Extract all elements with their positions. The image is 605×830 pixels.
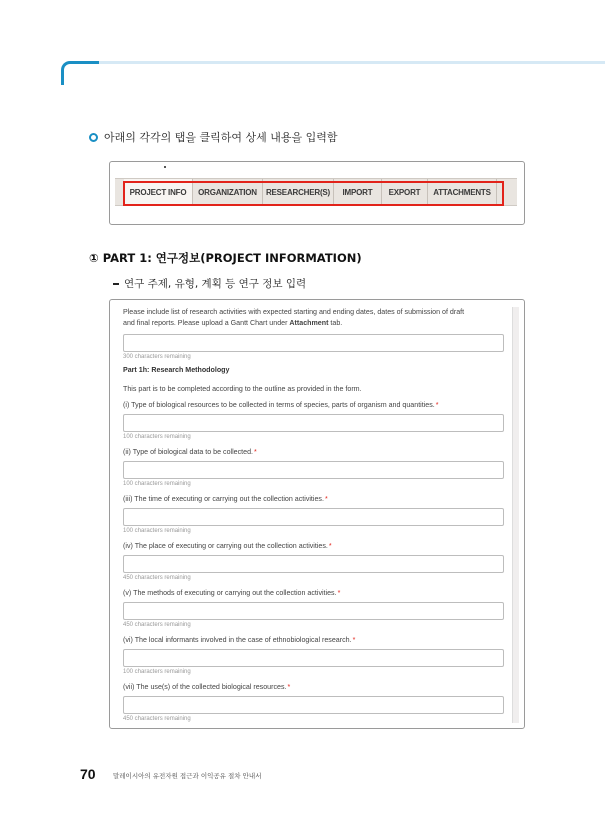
question-label-6 (123, 636, 355, 644)
text-input-2[interactable] (123, 461, 504, 479)
form-scrollbar[interactable] (512, 307, 519, 723)
text-input-5[interactable] (123, 602, 504, 620)
form-intro-line2 (123, 319, 342, 327)
tab-export[interactable]: EXPORT (382, 179, 428, 205)
text-input-7[interactable] (123, 696, 504, 714)
text-input-overview[interactable] (123, 334, 504, 352)
tab-attachments[interactable]: ATTACHMENTS (428, 179, 497, 205)
required-mark: * (352, 636, 356, 644)
question-text: (ii) Type of biological data to be collected. (123, 448, 253, 456)
required-mark: * (337, 589, 341, 597)
tab-screenshot (109, 161, 525, 225)
question-text: (v) The methods of executing or carrying out the collection activities. (123, 589, 337, 597)
intro-bullet (89, 129, 338, 145)
char-remaining: 100 characters remaining (123, 669, 191, 675)
required-mark: * (328, 542, 332, 550)
required-mark: * (435, 401, 439, 409)
page-number: 70 (80, 766, 96, 782)
footer-text: 말레이시아의 유전자원 접근과 이익공유 절차 안내서 (113, 772, 262, 780)
char-remaining: 100 characters remaining (123, 481, 191, 487)
intro-pre: and final reports. Please upload a Gantt Chart under (123, 319, 290, 327)
dot-mark (164, 166, 166, 168)
char-remaining: 450 characters remaining (123, 622, 191, 628)
attachment-ref: Attachment (289, 319, 329, 327)
question-label-3 (123, 495, 328, 503)
question-label-1 (123, 401, 439, 409)
intro-post: tab. (328, 319, 343, 327)
bullet-ring-icon (89, 133, 98, 142)
char-remaining: 100 characters remaining (123, 434, 191, 440)
question-text: (vii) The use(s) of the collected biological resources. (123, 683, 287, 691)
tab-organization[interactable]: ORGANIZATION (193, 179, 263, 205)
section-description: This part is to be completed according to the outline as provided in the form. (123, 385, 362, 393)
required-mark: * (287, 683, 291, 691)
part-title: ① PART 1: 연구정보(PROJECT INFORMATION) (89, 251, 362, 265)
tab-import[interactable]: IMPORT (334, 179, 382, 205)
question-label-5 (123, 589, 340, 597)
required-mark: * (254, 448, 257, 456)
question-label-4 (123, 542, 332, 550)
dash-bullet (113, 283, 119, 285)
char-remaining: 300 characters remaining (123, 354, 191, 360)
question-label-7 (123, 683, 290, 691)
char-remaining: 450 characters remaining (123, 575, 191, 581)
form-intro-line1: Please include list of research activities with expected starting and ending dates, dates of submission of draft (123, 308, 465, 316)
text-input-1[interactable] (123, 414, 504, 432)
required-mark: * (324, 495, 328, 503)
section-heading: Part 1h: Research Methodology (123, 366, 230, 374)
question-text: (i) Type of biological resources to be collected in terms of species, parts of organism and quantities. (123, 401, 435, 409)
text-input-4[interactable] (123, 555, 504, 573)
tab-highlight-box (123, 181, 504, 206)
form-screenshot (109, 299, 525, 729)
intro-text: 아래의 각각의 탭을 클릭하여 상세 내용을 입력함 (104, 131, 338, 144)
char-remaining: 450 characters remaining (123, 716, 191, 722)
tab-researchers[interactable]: RESEARCHER(S) (263, 179, 334, 205)
question-label-2 (123, 448, 257, 456)
char-remaining: 100 characters remaining (123, 528, 191, 534)
question-text: (iii) The time of executing or carrying out the collection activities. (123, 495, 324, 503)
text-input-3[interactable] (123, 508, 504, 526)
part-subtitle: 연구 주제, 유형, 계획 등 연구 정보 입력 (124, 278, 307, 290)
question-text: (iv) The place of executing or carrying out the collection activities. (123, 542, 328, 550)
header-corner-decoration (61, 61, 101, 85)
text-input-6[interactable] (123, 649, 504, 667)
tab-project-info[interactable]: PROJECT INFO (124, 179, 193, 205)
question-text: (vi) The local informants involved in the case of ethnobiological research. (123, 636, 352, 644)
header-line (99, 61, 605, 64)
